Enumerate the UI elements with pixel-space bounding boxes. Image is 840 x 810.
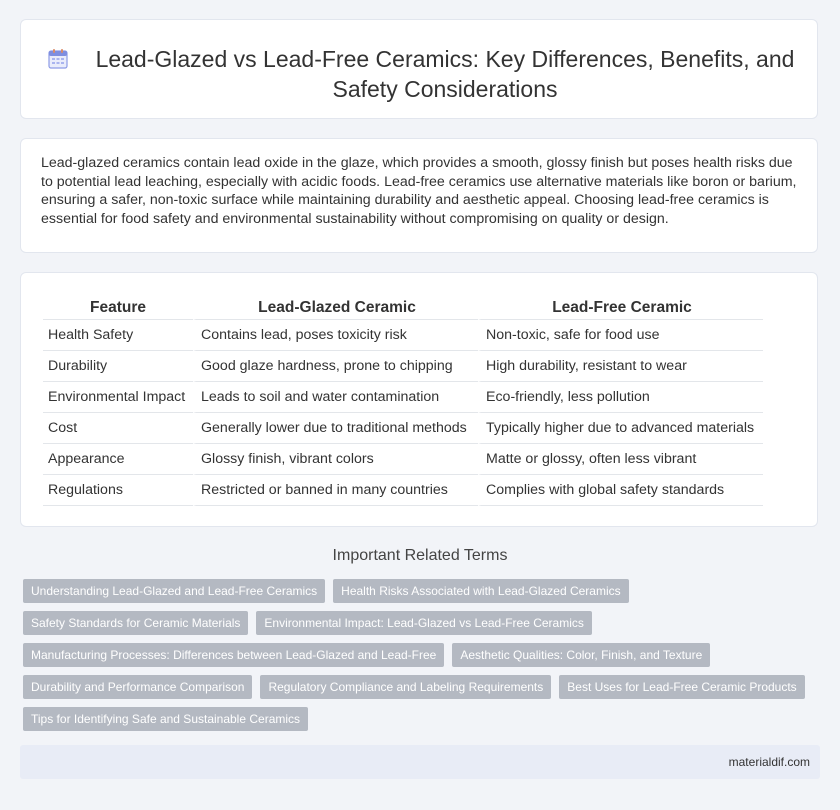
footer (20, 745, 820, 779)
tag-row (23, 675, 813, 699)
site-name[interactable]: materialdif.com (728, 755, 810, 769)
calendar-icon (47, 48, 69, 70)
tag-row (23, 579, 813, 603)
column-header: Lead-Glazed Ceramic (193, 297, 478, 320)
table-cell: High durability, resistant to wear (478, 351, 763, 382)
table-row (43, 444, 763, 475)
table-cell: Regulations (43, 475, 193, 506)
table-cell: Typically higher due to advanced materials (478, 413, 763, 444)
intro-card (20, 138, 818, 253)
table-cell: Good glaze hardness, prone to chipping (193, 351, 478, 382)
table-cell: Health Safety (43, 320, 193, 351)
intro-text: Lead-glazed ceramics contain lead oxide in the glaze, which provides a smooth, glossy finish but poses health risks due to potential lead leaching, especially with acidic foods. Lead-free ceramics use alternative materials like boron or barium, ensuring a safer, non-toxic surface while maintaining durability and aesthetic appeal. Choosing lead-free ceramics is essential for food safety and environmental sustainability without compromising on quality or design. (41, 155, 797, 227)
table-cell: Contains lead, poses toxicity risk (193, 320, 478, 351)
related-term-tag[interactable]: Aesthetic Qualities: Color, Finish, and Texture (452, 643, 710, 667)
related-term-tag[interactable]: Environmental Impact: Lead-Glazed vs Lead-Free Ceramics (256, 611, 591, 635)
table-cell: Cost (43, 413, 193, 444)
table-row (43, 382, 763, 413)
table-cell: Eco-friendly, less pollution (478, 382, 763, 413)
header-card (20, 19, 818, 119)
table-row (43, 320, 763, 351)
table-row (43, 351, 763, 382)
table-cell: Restricted or banned in many countries (193, 475, 478, 506)
table-cell: Glossy finish, vibrant colors (193, 444, 478, 475)
comparison-table (43, 297, 763, 506)
related-term-tag[interactable]: Durability and Performance Comparison (23, 675, 252, 699)
tag-row (23, 643, 813, 667)
related-term-tag[interactable]: Manufacturing Processes: Differences between Lead-Glazed and Lead-Free (23, 643, 444, 667)
column-header: Lead-Free Ceramic (478, 297, 763, 320)
related-terms (23, 579, 813, 739)
table-cell: Durability (43, 351, 193, 382)
related-terms-title: Important Related Terms (332, 547, 508, 564)
related-term-tag[interactable]: Regulatory Compliance and Labeling Requirements (260, 675, 551, 699)
related-term-tag[interactable]: Health Risks Associated with Lead-Glazed Ceramics (333, 579, 628, 603)
table-cell: Matte or glossy, often less vibrant (478, 444, 763, 475)
table-cell: Non-toxic, safe for food use (478, 320, 763, 351)
table-cell: Leads to soil and water contamination (193, 382, 478, 413)
table-cell: Appearance (43, 444, 193, 475)
page-title: Lead-Glazed vs Lead-Free Ceramics: Key Differences, Benefits, and Safety Considerations (95, 46, 795, 102)
table-cell: Environmental Impact (43, 382, 193, 413)
table-row (43, 475, 763, 506)
table-cell: Complies with global safety standards (478, 475, 763, 506)
table-cell: Generally lower due to traditional methods (193, 413, 478, 444)
related-term-tag[interactable]: Understanding Lead-Glazed and Lead-Free Ceramics (23, 579, 325, 603)
related-term-tag[interactable]: Tips for Identifying Safe and Sustainable Ceramics (23, 707, 308, 731)
related-term-tag[interactable]: Safety Standards for Ceramic Materials (23, 611, 248, 635)
comparison-card (20, 272, 818, 527)
table-row (43, 413, 763, 444)
tag-row (23, 707, 813, 731)
column-header: Feature (43, 297, 193, 320)
related-term-tag[interactable]: Best Uses for Lead-Free Ceramic Products (559, 675, 804, 699)
table-header-row (43, 297, 763, 320)
tag-row (23, 611, 813, 635)
